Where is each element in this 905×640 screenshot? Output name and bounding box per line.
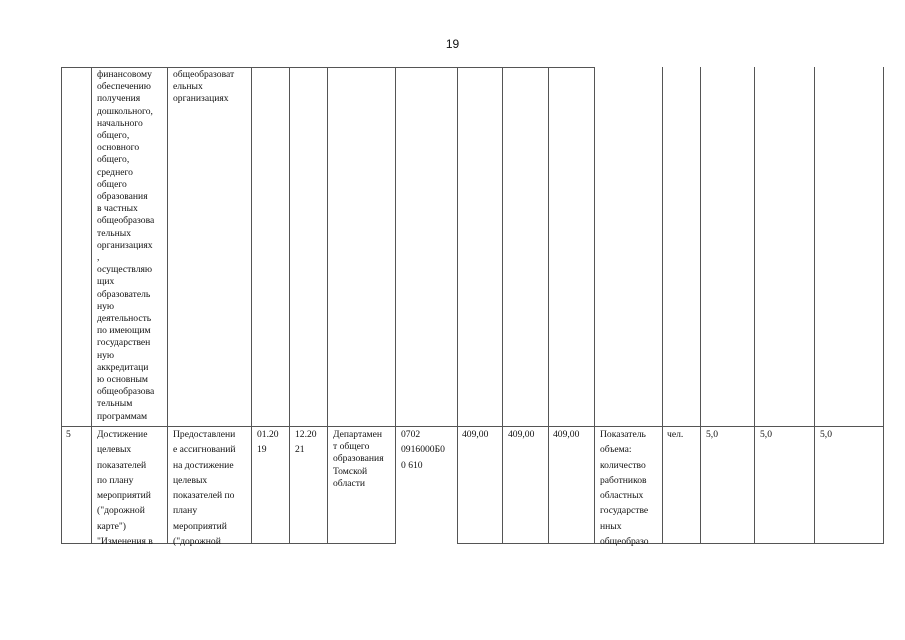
amount-2: 409,00 bbox=[508, 429, 535, 440]
col-border bbox=[814, 67, 815, 544]
col-border bbox=[289, 67, 290, 544]
col-border bbox=[754, 67, 755, 544]
table-top-border bbox=[61, 67, 595, 68]
measure-description: Предоставлени е ассигнований на достижение целевых показателей по плану мероприятий ("дорожной bbox=[173, 429, 236, 548]
row-number: 5 bbox=[66, 429, 71, 440]
col-border bbox=[167, 67, 168, 544]
col-border bbox=[548, 67, 549, 544]
col-border bbox=[502, 67, 503, 544]
col-border bbox=[395, 67, 396, 544]
continued-measure-name: финансовому обеспечению получения дошкольного, начального общего, основного общего, среднего общего образования в частных общеобразова тельных организациях , осуществляю щих образователь ную деятельность по имеющим государствен ную аккредитаци ю основным общеобразова тельным программам bbox=[97, 69, 155, 422]
col-border bbox=[457, 67, 458, 544]
amount-1: 409,00 bbox=[462, 429, 489, 440]
value-2: 5,0 bbox=[760, 429, 772, 440]
col-border bbox=[883, 67, 884, 544]
value-1: 5,0 bbox=[706, 429, 718, 440]
measure-name: Достижение целевых показателей по плану мероприятий ("дорожной карте") "Изменения в bbox=[97, 429, 153, 548]
budget-code: 0702 0916000Б0 0 610 bbox=[401, 429, 445, 471]
col-border bbox=[61, 67, 62, 544]
start-date: 01.20 19 bbox=[257, 429, 279, 456]
end-date: 12.20 21 bbox=[295, 429, 317, 456]
value-3: 5,0 bbox=[820, 429, 832, 440]
col-border bbox=[594, 67, 595, 544]
indicator: Показатель объема: количество работников областных государстве нных общеобразо bbox=[600, 429, 649, 548]
page-number: 19 bbox=[445, 37, 460, 51]
amount-3: 409,00 bbox=[553, 429, 580, 440]
col-border bbox=[700, 67, 701, 544]
table-bottom-border-right bbox=[457, 543, 883, 544]
continued-measure-description: общеобразоват ельных организациях bbox=[173, 69, 235, 105]
col-border bbox=[327, 67, 328, 544]
col-border bbox=[251, 67, 252, 544]
unit: чел. bbox=[667, 429, 684, 440]
executor: Департамен т общего образования Томской области bbox=[333, 429, 384, 489]
col-border bbox=[662, 67, 663, 544]
col-border bbox=[91, 67, 92, 544]
